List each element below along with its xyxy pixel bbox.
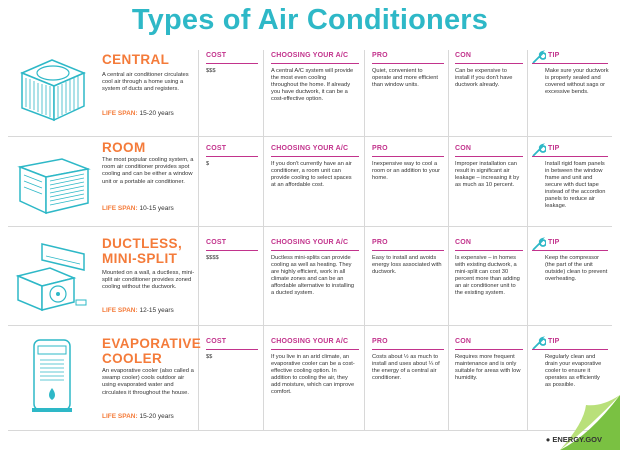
pro-text: Costs about ½ as much to install and uses about ¼ of the energy of a central air conditioner. [372,354,440,381]
cost-value: $$$ [206,68,216,74]
pro-text: Easy to install and avoids energy loss associated with ductwork. [372,255,442,275]
choosing-header: CHOOSING YOUR A/C [271,145,349,152]
header-underline [532,63,608,64]
life-span-label: LIFE SPAN: [102,110,138,117]
row-divider [8,226,612,227]
header-underline [532,250,608,251]
column-divider [198,50,199,430]
ac-type-name: ROOM [102,140,146,155]
pro-header: PRO [372,338,388,345]
pro-text: Inexpensive way to cool a room or an addition to your home. [372,161,440,181]
header-underline [455,63,523,64]
central-ac-illustration [12,48,92,128]
ac-type-name: EVAPORATIVE [102,336,202,351]
ac-type-description: A central air conditioner circulates cool air through a home using a system of ducts and registers. [102,72,189,93]
life-span [102,110,174,117]
choosing-text: A central A/C system will provide the most even cooling throughout the home. If already you have ductwork, it can be a cost-effective option. [271,68,354,102]
cost-header: COST [206,52,227,59]
header-underline [271,250,359,251]
con-header: CON [455,145,472,152]
life-span-label: LIFE SPAN: [102,205,138,212]
tip-text: Keep the compressor (the part of the unit outside) clean to prevent overheating. [545,255,608,282]
life-span [102,205,174,212]
row-divider [8,136,612,137]
pro-header: PRO [372,239,388,246]
ac-type-description: The most popular cooling system, a room air conditioner provides spot cooling and can be either a window unit or a portable air conditioner. [102,157,194,185]
con-header: CON [455,239,472,246]
ac-type-description: Mounted on a wall, a ductless, mini-split air conditioner provides zoned cooling without the ductwork. [102,270,195,291]
con-header: CON [455,338,472,345]
cost-header: COST [206,239,227,246]
choosing-header: CHOOSING YOUR A/C [271,239,349,246]
life-span-value: 12-15 years [139,307,174,314]
ac-type-name-line2: MINI-SPLIT [102,251,178,266]
pro-text: Quiet, convenient to operate and more efficient than window units. [372,68,438,88]
pro-header: PRO [372,52,388,59]
con-text: Requires more frequent maintenance and is only suitable for areas with low humidity. [455,354,521,381]
cost-value: $$$$ [206,255,219,261]
life-span-value: 15-20 years [139,110,174,117]
choosing-header: CHOOSING YOUR A/C [271,338,349,345]
choosing-header: CHOOSING YOUR A/C [271,52,349,59]
tip-text: Install rigid foam panels in between the window frame and unit and secure with duct tape instead of the accordion panels to reduce air leakage. [545,161,606,209]
mini-split-illustration [12,236,92,316]
header-underline [206,250,258,251]
con-text: Can be expensive to install if you don't have ductwork already. [455,68,513,88]
choosing-text: If you don't currently have an air conditioner, a room unit can provide cooling to select spaces at an affordable cost. [271,161,352,188]
con-text: Is expensive – in homes with existing ductwork, a mini-split can cost 30 percent more than adding an air conditioner unit to the existing system. [455,255,520,296]
room-ac-illustration [12,145,92,225]
header-underline [206,63,258,64]
row-divider [8,325,612,326]
tip-header: TIP [548,338,560,345]
energy-gov-brand: ● ENERGY.GOV [545,435,602,444]
pro-header: PRO [372,145,388,152]
ac-type-name: DUCTLESS, [102,236,183,251]
life-span [102,413,174,420]
header-underline [372,63,444,64]
cost-value: $ [206,161,210,167]
header-underline [271,156,359,157]
tip-text: Make sure your ductwork is properly sealed and covered without sags or excessive bends. [545,68,609,95]
life-span-value: 10-15 years [139,205,174,212]
header-underline [455,156,523,157]
life-span-value: 15-20 years [139,413,174,420]
choosing-text: If you live in an arid climate, an evaporative cooler can be a cost-effective cooling option. In addition to cooling the air, they add moisture, which can improve comfort. [271,354,355,395]
brand-text: ENERGY.GOV [552,435,602,444]
ac-type-name-line2: COOLER [102,351,163,366]
header-underline [455,250,523,251]
column-divider [263,50,264,430]
header-underline [271,63,359,64]
life-span-label: LIFE SPAN: [102,307,138,314]
header-underline [372,349,444,350]
header-underline [455,349,523,350]
page-title: Types of Air Conditioners [131,4,489,36]
header-underline [372,156,444,157]
cost-header: COST [206,145,227,152]
tip-header: TIP [548,145,560,152]
choosing-text: Ductless mini-splits can provide cooling as well as heating. They are highly efficient, work in all climate zones and can be an affordable alternative to installing a ducted system. [271,255,355,296]
column-divider [364,50,365,430]
ac-type-description: An evaporative cooler (also called a swamp cooler) cools outdoor air using evaporated water and circulates it throughout the house. [102,368,194,396]
cost-header: COST [206,338,227,345]
life-span [102,307,174,314]
column-divider [527,50,528,430]
tip-header: TIP [548,239,560,246]
header-underline [206,156,258,157]
header-underline [271,349,359,350]
con-header: CON [455,52,472,59]
row-divider [8,430,612,431]
con-text: Improper installation can result in significant air leakage – increasing it by as much as 10 percent. [455,161,520,188]
header-underline [532,156,608,157]
life-span-label: LIFE SPAN: [102,413,138,420]
column-divider [448,50,449,430]
tip-header: TIP [548,52,560,59]
ac-type-name: CENTRAL [102,52,170,67]
header-underline [532,349,608,350]
evaporative-cooler-illustration [12,336,92,416]
tip-text: Regularly clean and drain your evaporative cooler to ensure it operates as efficiently as possible. [545,354,602,388]
header-underline [372,250,444,251]
header-underline [206,349,258,350]
cost-value: $$ [206,354,213,360]
